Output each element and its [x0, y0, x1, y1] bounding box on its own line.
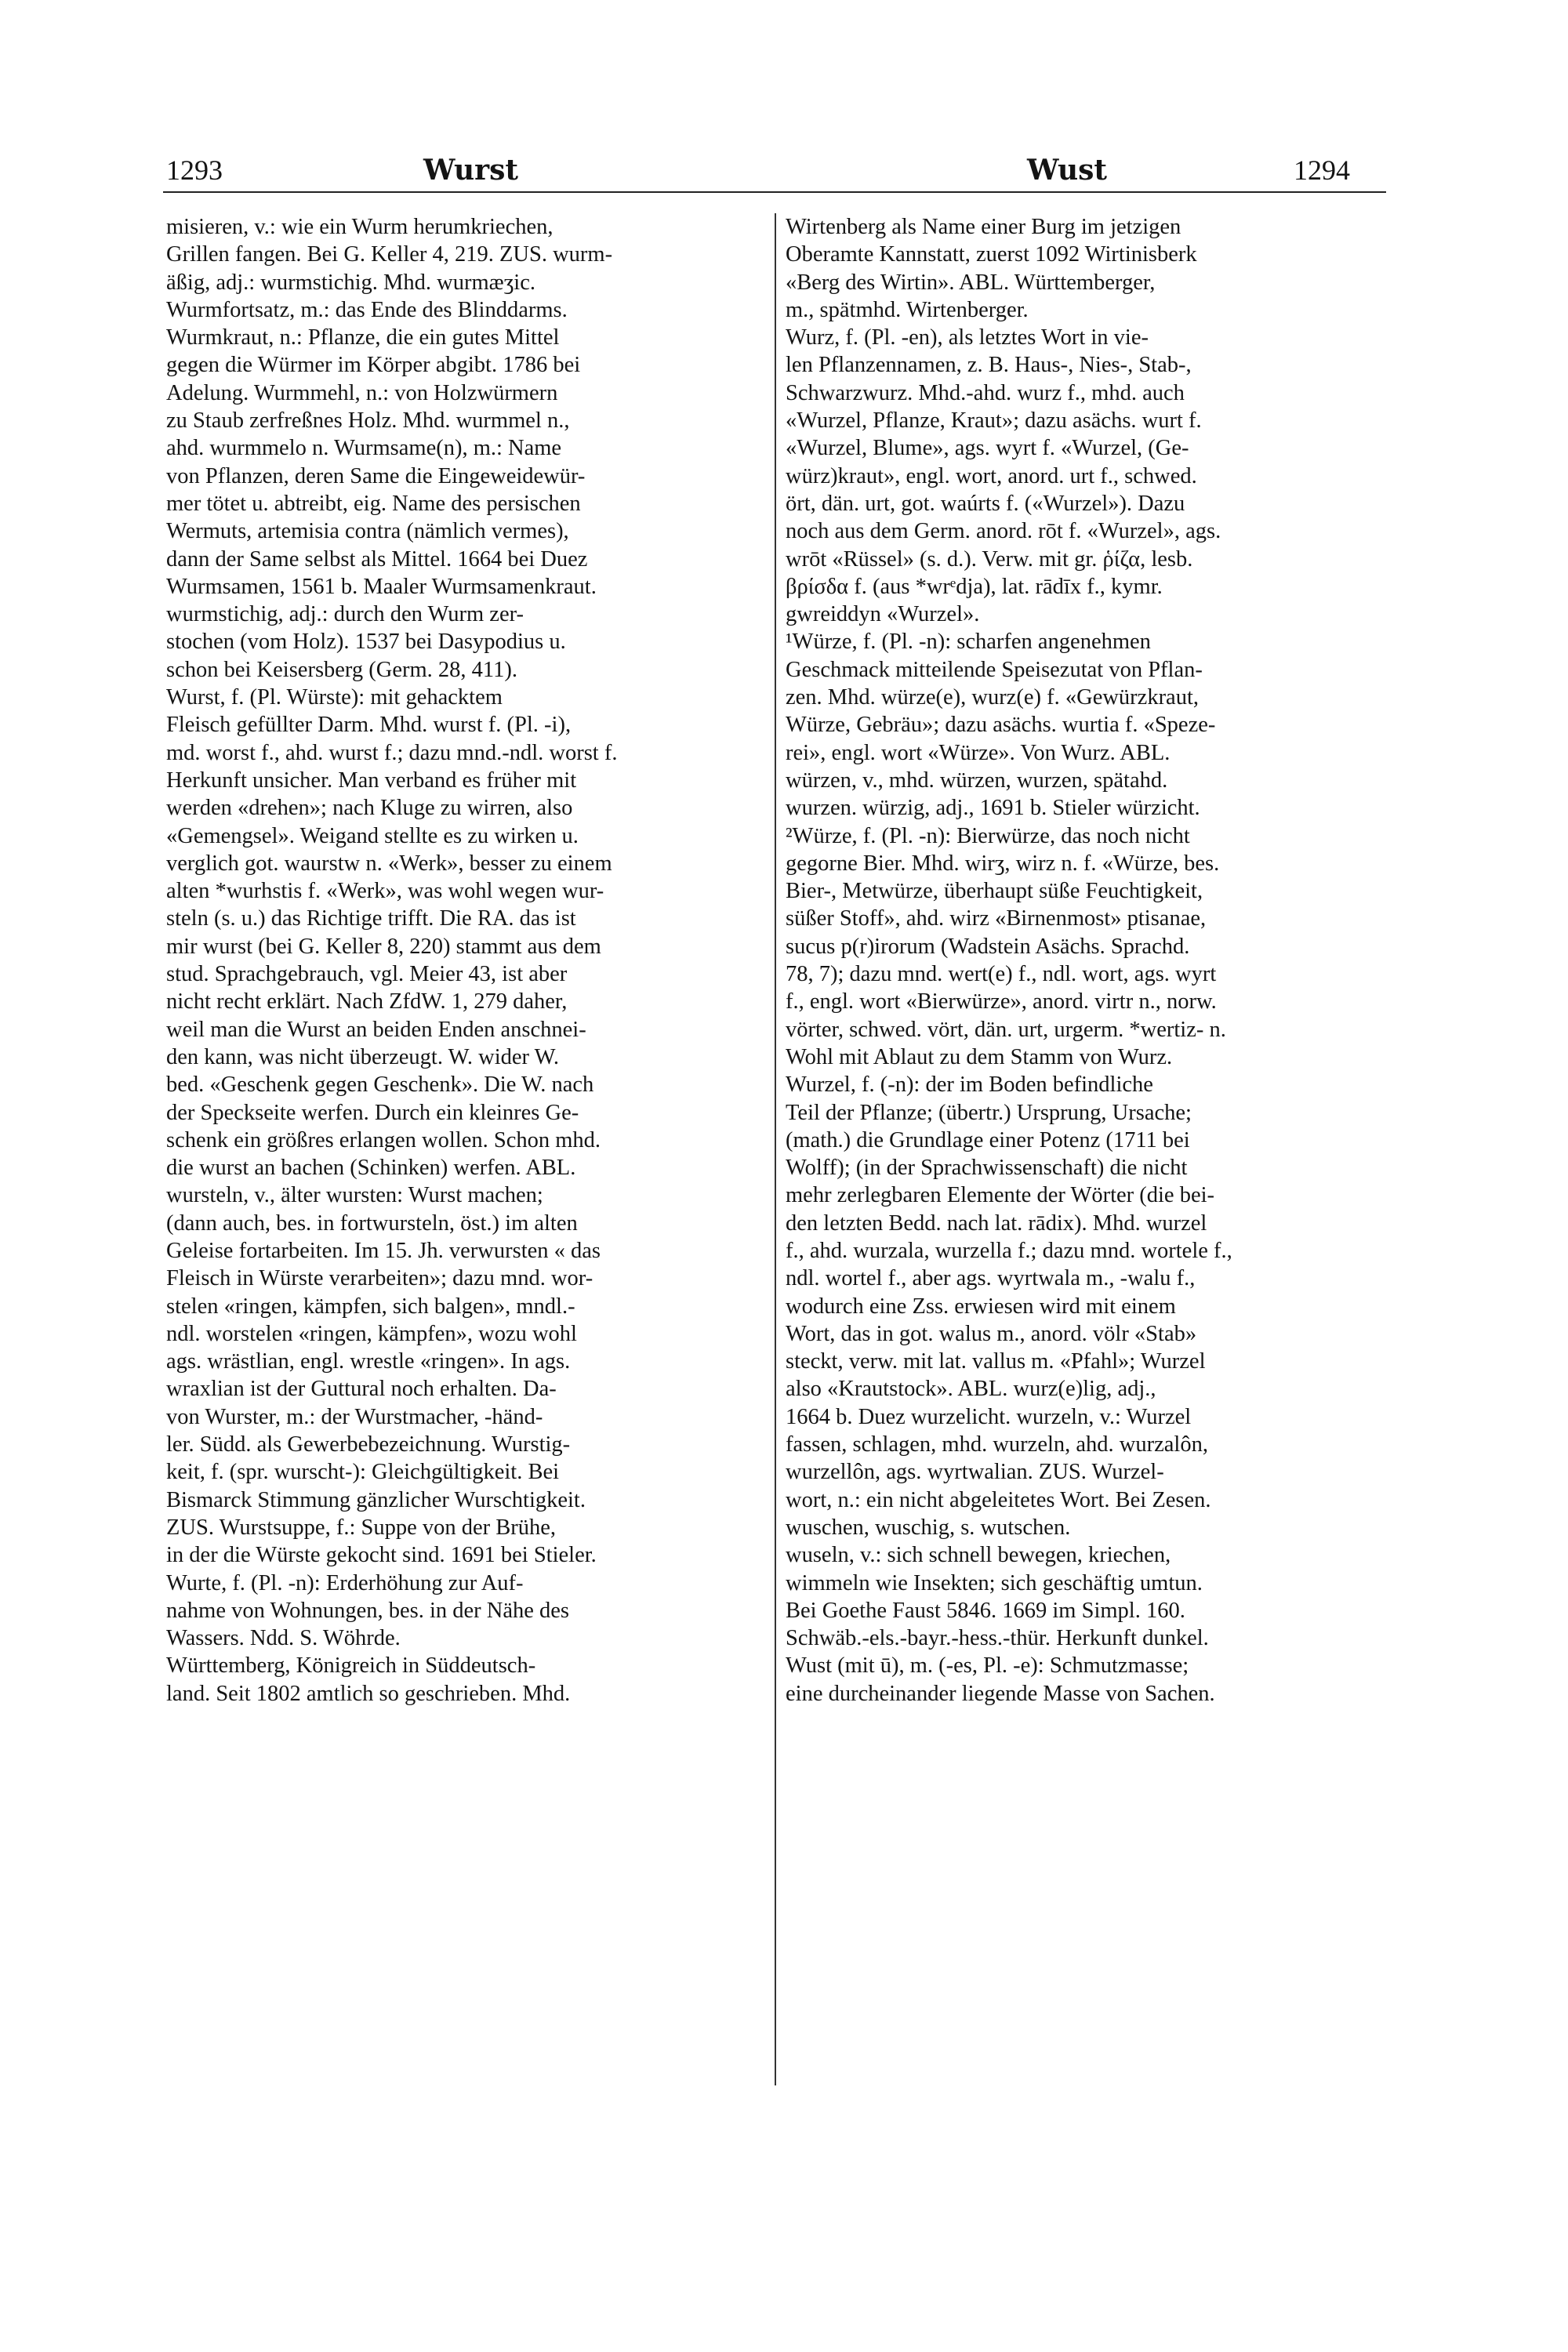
- text-line: f., ahd. wurzala, wurzella f.; dazu mnd. wortele f.,: [786, 1238, 1232, 1263]
- text-line: mer tötet u. abtreibt, eig. Name des persischen: [166, 491, 581, 516]
- text-line: «Gemengsel». Weigand stellte es zu wirken u.: [166, 823, 579, 848]
- text-line: Schwarzwurz. Mhd.-ahd. wurz f., mhd. auch: [786, 380, 1185, 405]
- text-line: alten *wurhstis f. «Werk», was wohl wegen wur-: [166, 879, 604, 904]
- text-line: Bismarck Stimmung gänzlicher Wurschtigkeit.: [166, 1487, 586, 1512]
- text-line: Schwäb.-els.-bayr.-hess.-thür. Herkunft dunkel.: [786, 1626, 1209, 1651]
- text-line: Wurz, f. (Pl. -en), als letztes Wort in vie-: [786, 325, 1149, 350]
- text-line: Herkunft unsicher. Man verband es früher mit: [166, 768, 577, 793]
- text-line: ndl. worstelen «ringen, kämpfen», wozu wohl: [166, 1321, 577, 1346]
- text-line: bed. «Geschenk gegen Geschenk». Die W. nach: [166, 1073, 594, 1098]
- text-line: Geschmack mitteilende Speisezutat von Pflan-: [786, 657, 1203, 682]
- text-line: gegorne Bier. Mhd. wirʒ, wirz n. f. «Würze, bes.: [786, 851, 1220, 876]
- text-line: gegen die Würmer im Körper abgibt. 1786 bei: [166, 353, 581, 378]
- text-line: Wurmkraut, n.: Pflanze, die ein gutes Mittel: [166, 325, 560, 350]
- text-line: Wurzel, f. (-n): der im Boden befindliche: [786, 1073, 1153, 1098]
- text-line: ört, dän. urt, got. waúrts f. («Wurzel»). Dazu: [786, 491, 1185, 516]
- text-line: verglich got. waurstw n. «Werk», besser zu einem: [166, 851, 612, 876]
- text-line: äßig, adj.: wurmstichig. Mhd. wurmæʒic.: [166, 270, 535, 295]
- text-line: nicht recht erklärt. Nach ZfdW. 1, 279 daher,: [166, 989, 568, 1014]
- text-line: Bier-, Metwürze, überhaupt süße Feuchtigkeit,: [786, 879, 1203, 904]
- text-line: stud. Sprachgebrauch, vgl. Meier 43, ist aber: [166, 962, 568, 987]
- text-line: Oberamte Kannstatt, zuerst 1092 Wirtinisberk: [786, 242, 1197, 267]
- text-line: steln (s. u.) das Richtige trifft. Die RA. das ist: [166, 906, 576, 931]
- text-line: land. Seit 1802 amtlich so geschrieben. Mhd.: [166, 1681, 571, 1706]
- text-line: Fleisch in Würste verarbeiten»; dazu mnd. wor-: [166, 1266, 593, 1291]
- text-line: mir wurst (bei G. Keller 8, 220) stammt aus dem: [166, 934, 601, 959]
- text-line: Wurte, f. (Pl. -n): Erderhöhung zur Auf-: [166, 1570, 524, 1595]
- text-line: Wort, das in got. walus m., anord. völr «Stab»: [786, 1321, 1197, 1346]
- text-line: würzen, v., mhd. würzen, wurzen, spätahd.: [786, 768, 1168, 793]
- text-line: stochen (vom Holz). 1537 bei Dasypodius u.: [166, 630, 566, 655]
- text-line: wrōt «Rüssel» (s. d.). Verw. mit gr. ῥίζα, lesb.: [786, 546, 1193, 572]
- text-line: rei», engl. wort «Würze». Von Wurz. ABL.: [786, 740, 1171, 765]
- text-line: m., spätmhd. Wirtenberger.: [786, 297, 1029, 322]
- text-line: wraxlian ist der Guttural noch erhalten. Da-: [166, 1377, 557, 1402]
- text-line: «Berg des Wirtin». ABL. Württemberger,: [786, 270, 1156, 295]
- text-line: steckt, verw. mit lat. vallus m. «Pfahl»; Wurzel: [786, 1349, 1206, 1374]
- text-line: ndl. wortel f., aber ags. wyrtwala m., -walu f.,: [786, 1266, 1196, 1291]
- text-line: fassen, schlagen, mhd. wurzeln, ahd. wurzalôn,: [786, 1432, 1208, 1457]
- text-line: Würze, Gebräu»; dazu asächs. wurtia f. «Speze-: [786, 713, 1216, 738]
- page-number-left: 1293: [166, 154, 223, 186]
- text-line: vörter, schwed. vört, dän. urt, urgerm. *wertiz- n.: [786, 1017, 1226, 1042]
- text-line: Wurmsamen, 1561 b. Maaler Wurmsamenkraut.: [166, 574, 597, 599]
- text-line: Wirtenberg als Name einer Burg im jetzigen: [786, 215, 1181, 239]
- text-line: Wohl mit Ablaut zu dem Stamm von Wurz.: [786, 1044, 1173, 1069]
- text-line: Wassers. Ndd. S. Wöhrde.: [166, 1626, 401, 1651]
- text-line: von Wurster, m.: der Wurstmacher, -händ-: [166, 1404, 543, 1429]
- text-line: md. worst f., ahd. wurst f.; dazu mnd.-ndl. worst f.: [166, 740, 618, 765]
- header-rule: [163, 191, 1386, 193]
- text-line: sucus p(r)irorum (Wadstein Asächs. Sprachd.: [786, 934, 1190, 959]
- page-number-right: 1294: [1294, 154, 1350, 186]
- text-line: wimmeln wie Insekten; sich geschäftig umtun.: [786, 1570, 1203, 1595]
- text-line: schon bei Keisersberg (Germ. 28, 411).: [166, 657, 517, 682]
- text-line: 1664 b. Duez wurzelicht. wurzeln, v.: Wurzel: [786, 1404, 1192, 1429]
- text-line: noch aus dem Germ. anord. rōt f. «Wurzel», ags.: [786, 519, 1221, 544]
- text-line: keit, f. (spr. wurscht-): Gleichgültigkeit. Bei: [166, 1460, 560, 1485]
- text-line: «Wurzel, Pflanze, Kraut»; dazu asächs. wurt f.: [786, 408, 1202, 434]
- text-line: f., engl. wort «Bierwürze», anord. virtr n., norw.: [786, 989, 1217, 1014]
- text-line: wodurch eine Zss. erwiesen wird mit einem: [786, 1294, 1176, 1319]
- text-line: Fleisch gefüllter Darm. Mhd. wurst f. (Pl. -i),: [166, 713, 572, 738]
- text-line: Wurst, f. (Pl. Würste): mit gehacktem: [166, 685, 503, 710]
- text-line: den kann, was nicht überzeugt. W. wider W.: [166, 1044, 560, 1069]
- text-line: Geleise fortarbeiten. Im 15. Jh. verwursten « das: [166, 1238, 601, 1263]
- text-line: wurzen. würzig, adj., 1691 b. Stieler würzicht.: [786, 796, 1200, 821]
- text-line: stelen «ringen, kämpfen, sich balgen», mndl.-: [166, 1294, 575, 1319]
- text-line: (math.) die Grundlage einer Potenz (1711 bei: [786, 1127, 1190, 1152]
- text-line: weil man die Wurst an beiden Enden anschnei-: [166, 1017, 586, 1042]
- text-line: werden «drehen»; nach Kluge zu wirren, also: [166, 796, 573, 821]
- text-line: die wurst an bachen (Schinken) werfen. ABL.: [166, 1156, 576, 1181]
- right-column: [786, 213, 1375, 1708]
- text-line: Teil der Pflanze; (übertr.) Ursprung, Ursache;: [786, 1100, 1192, 1125]
- text-line: (dann auch, bes. in fortwursteln, öst.) im alten: [166, 1210, 578, 1236]
- text-line: also «Krautstock». ABL. wurz(e)lig, adj.,: [786, 1377, 1156, 1402]
- text-line: βρίσδα f. (aus *wrᵉdja), lat. rādīx f., kymr.: [786, 574, 1163, 599]
- text-line: schenk ein größres erlangen wollen. Schon mhd.: [166, 1127, 601, 1152]
- text-line: ²Würze, f. (Pl. -n): Bierwürze, das noch nicht: [786, 823, 1190, 848]
- text-line: den letzten Bedd. nach lat. rādix). Mhd. wurzel: [786, 1210, 1207, 1236]
- text-line: Wermuts, artemisia contra (nämlich vermes),: [166, 519, 569, 544]
- text-line: dann der Same selbst als Mittel. 1664 bei Duez: [166, 546, 588, 572]
- text-line: wurzellôn, ags. wyrtwalian. ZUS. Wurzel-: [786, 1460, 1164, 1485]
- text-line: wort, n.: ein nicht abgeleitetes Wort. Bei Zesen.: [786, 1487, 1211, 1512]
- text-line: zu Staub zerfreßnes Holz. Mhd. wurmmel n.,: [166, 408, 570, 434]
- text-line: wuseln, v.: sich schnell bewegen, kriechen,: [786, 1543, 1171, 1568]
- text-line: 78, 7); dazu mnd. wert(e) f., ndl. wort, ags. wyrt: [786, 962, 1217, 987]
- text-line: ahd. wurmmelo n. Wurmsame(n), m.: Name: [166, 436, 562, 461]
- text-line: zen. Mhd. würze(e), wurz(e) f. «Gewürzkraut,: [786, 685, 1199, 710]
- text-line: wuschen, wuschig, s. wutschen.: [786, 1515, 1071, 1540]
- text-line: nahme von Wohnungen, bes. in der Nähe des: [166, 1598, 570, 1623]
- text-line: Wolff); (in der Sprachwissenschaft) die nicht: [786, 1156, 1188, 1181]
- text-line: Adelung. Wurmmehl, n.: von Holzwürmern: [166, 380, 558, 405]
- text-line: ¹Würze, f. (Pl. -n): scharfen angenehmen: [786, 630, 1151, 655]
- running-head-right: Wust: [1027, 154, 1108, 187]
- text-line: wursteln, v., älter wursten: Wurst machen;: [166, 1183, 543, 1208]
- text-line: mehr zerlegbaren Elemente der Wörter (die bei-: [786, 1183, 1215, 1208]
- text-line: ags. wrästlian, engl. wrestle «ringen». In ags.: [166, 1349, 571, 1374]
- text-line: ZUS. Wurstsuppe, f.: Suppe von der Brühe,: [166, 1515, 557, 1540]
- text-line: Bei Goethe Faust 5846. 1669 im Simpl. 160.: [786, 1598, 1185, 1623]
- text-line: von Pflanzen, deren Same die Eingeweidewür-: [166, 463, 586, 488]
- text-line: «Wurzel, Blume», ags. wyrt f. «Wurzel, (Ge-: [786, 436, 1189, 461]
- text-line: in der die Würste gekocht sind. 1691 bei Stieler.: [166, 1543, 597, 1568]
- text-line: wurmstichig, adj.: durch den Wurm zer-: [166, 602, 524, 627]
- text-line: süßer Stoff», ahd. wirz «Birnenmost» ptisanae,: [786, 906, 1207, 931]
- text-line: Wurmfortsatz, m.: das Ende des Blinddarms.: [166, 297, 568, 322]
- text-line: misieren, v.: wie ein Wurm herumkriechen,: [166, 215, 554, 239]
- text-line: Württemberg, Königreich in Süddeutsch-: [166, 1653, 536, 1679]
- text-line: Grillen fangen. Bei G. Keller 4, 219. ZUS. wurm-: [166, 242, 613, 267]
- text-line: len Pflanzennamen, z. B. Haus-, Nies-, Stab-,: [786, 353, 1192, 378]
- text-line: würz)kraut», engl. wort, anord. urt f., schwed.: [786, 463, 1197, 488]
- text-line: gwreiddyn «Wurzel».: [786, 602, 980, 627]
- text-line: eine durcheinander liegende Masse von Sachen.: [786, 1681, 1215, 1706]
- column-divider: [775, 213, 776, 2085]
- text-line: der Speckseite werfen. Durch ein kleinres Ge-: [166, 1100, 579, 1125]
- text-line: Wust (mit ū), m. (-es, Pl. -e): Schmutzmasse;: [786, 1653, 1189, 1679]
- running-head-left: Wurst: [423, 154, 519, 187]
- text-line: ler. Südd. als Gewerbebezeichnung. Wurstig-: [166, 1432, 571, 1457]
- left-column: [166, 213, 756, 1708]
